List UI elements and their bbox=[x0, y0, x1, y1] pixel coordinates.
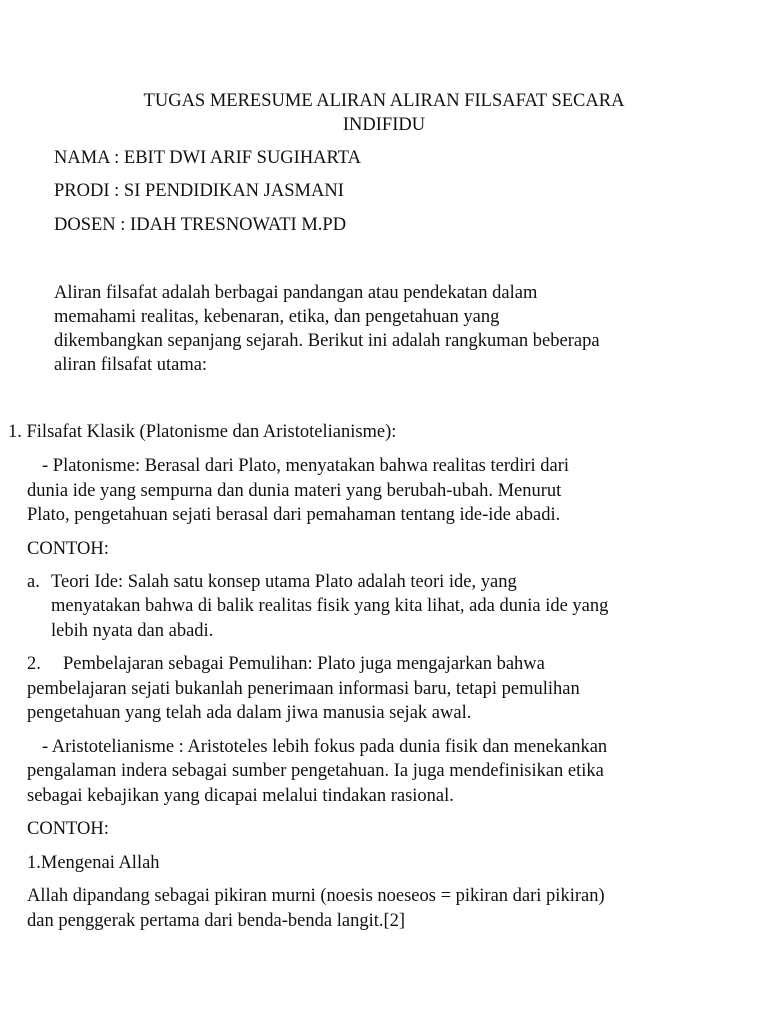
contoh-label: CONTOH: bbox=[27, 539, 109, 559]
list-marker-a: a. bbox=[27, 572, 40, 592]
mengenai-allah-heading: 1.Mengenai Allah bbox=[27, 853, 160, 873]
lecturer-name: DOSEN : IDAH TRESNOWATI M.PD bbox=[54, 215, 347, 235]
intro-line: memahami realitas, kebenaran, etika, dan pengetahuan yang bbox=[54, 307, 500, 327]
document-title-line-2: INDIFIDU bbox=[342, 115, 426, 135]
aristotelianisme-paragraph-line: pengalaman indera sebagai sumber pengetahuan. Ia juga mendefinisikan etika bbox=[27, 761, 604, 781]
intro-line: dikembangkan sepanjang sejarah. Berikut ini adalah rangkuman beberapa bbox=[54, 331, 600, 351]
study-program: PRODI : SI PENDIDIKAN JASMANI bbox=[54, 181, 344, 201]
aristotelianisme-paragraph-line: sebagai kebajikan yang dicapai melalui tindakan rasional. bbox=[27, 786, 454, 806]
platonisme-paragraph-line: - Platonisme: Berasal dari Plato, menyatakan bahwa realitas terdiri dari bbox=[42, 456, 570, 476]
intro-line: aliran filsafat utama: bbox=[54, 355, 208, 375]
platonisme-paragraph-line: Plato, pengetahuan sejati berasal dari pemahaman tentang ide-ide abadi. bbox=[27, 505, 561, 525]
allah-paragraph-line: Allah dipandang sebagai pikiran murni (noesis noeseos = pikiran dari pikiran) bbox=[27, 886, 605, 906]
teori-ide-line: lebih nyata dan abadi. bbox=[51, 621, 214, 641]
platonisme-paragraph-line: dunia ide yang sempurna dan dunia materi yang berubah-ubah. Menurut bbox=[27, 481, 562, 501]
contoh-label: CONTOH: bbox=[27, 819, 109, 839]
allah-paragraph-line: dan penggerak pertama dari benda-benda langit.[2] bbox=[27, 911, 406, 931]
pemulihan-line: Pembelajaran sebagai Pemulihan: Plato juga mengajarkan bahwa bbox=[63, 654, 545, 674]
pemulihan-line: pembelajaran sejati bukanlah penerimaan informasi baru, tetapi pemulihan bbox=[27, 679, 580, 699]
teori-ide-line: menyatakan bahwa di balik realitas fisik yang kita lihat, ada dunia ide yang bbox=[51, 596, 609, 616]
teori-ide-line: Teori Ide: Salah satu konsep utama Plato adalah teori ide, yang bbox=[51, 572, 517, 592]
list-marker-2: 2. bbox=[27, 654, 41, 674]
intro-line: Aliran filsafat adalah berbagai pandangan atau pendekatan dalam bbox=[54, 283, 538, 303]
student-name: NAMA : EBIT DWI ARIF SUGIHARTA bbox=[54, 148, 361, 168]
document-title-line-1: TUGAS MERESUME ALIRAN ALIRAN FILSAFAT SECARA bbox=[143, 91, 625, 111]
aristotelianisme-paragraph-line: - Aristotelianisme : Aristoteles lebih fokus pada dunia fisik dan menekankan bbox=[42, 737, 608, 757]
section-heading: 1. Filsafat Klasik (Platonisme dan Aristotelianisme): bbox=[8, 422, 397, 442]
pemulihan-line: pengetahuan yang telah ada dalam jiwa manusia sejak awal. bbox=[27, 703, 472, 723]
